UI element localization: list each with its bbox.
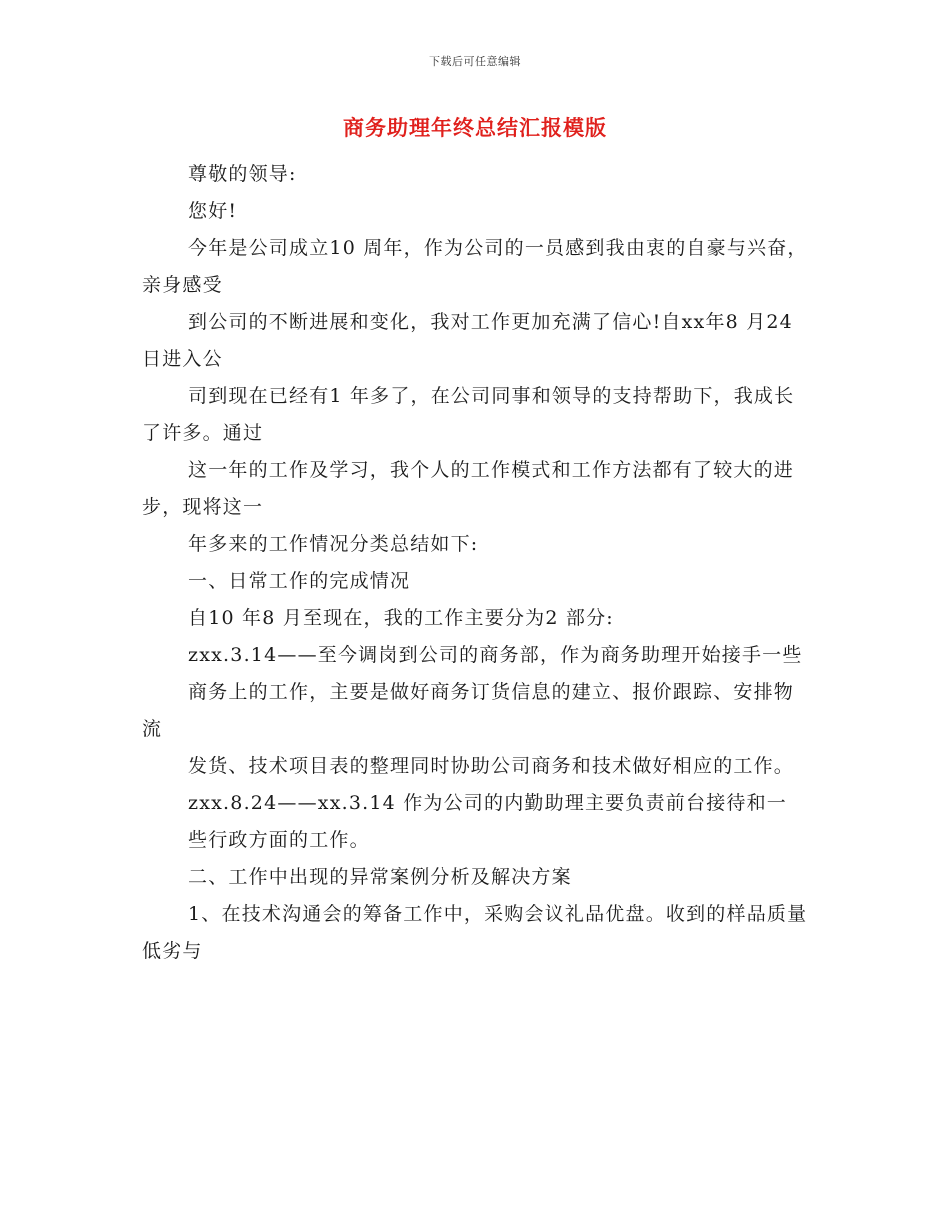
- paragraph: 1、在技术沟通会的筹备工作中，采购会议礼品优盘。收到的样品质量低劣与: [142, 903, 808, 962]
- paragraph: 些行政方面的工作。: [188, 829, 370, 851]
- document-title: 商务助理年终总结汇报模版: [343, 115, 607, 140]
- paragraph: zxx.8.24——xx.3.14 作为公司的内勤助理主要负责前台接待和一: [188, 792, 788, 814]
- paragraph: 尊敬的领导:: [188, 163, 297, 185]
- header-note: 下载后可任意编辑: [429, 55, 521, 68]
- paragraph: zxx.3.14——至今调岗到公司的商务部，作为商务助理开始接手一些: [188, 644, 803, 666]
- document-body: [142, 156, 814, 970]
- section-heading: 二、工作中出现的异常案例分析及解决方案: [188, 866, 572, 888]
- paragraph: 年多来的工作情况分类总结如下:: [188, 533, 479, 555]
- paragraph: 您好!: [188, 200, 238, 222]
- section-heading: 一、日常工作的完成情况: [188, 570, 411, 592]
- paragraph: 今年是公司成立10 周年，作为公司的一员感到我由衷的自豪与兴奋，亲身感受: [142, 237, 808, 296]
- paragraph: 商务上的工作，主要是做好商务订货信息的建立、报价跟踪、安排物流: [142, 681, 795, 740]
- paragraph: 发货、技术项目表的整理同时协助公司商务和技术做好相应的工作。: [188, 755, 795, 777]
- paragraph: 这一年的工作及学习，我个人的工作模式和工作方法都有了较大的进步，现将这一: [142, 459, 795, 518]
- paragraph: 到公司的不断进展和变化，我对工作更加充满了信心!自xx年8 月24 日进入公: [142, 311, 793, 370]
- paragraph: 自10 年8 月至现在，我的工作主要分为2 部分:: [188, 607, 614, 629]
- paragraph: 司到现在已经有1 年多了，在公司同事和领导的支持帮助下，我成长了许多。通过: [142, 385, 795, 444]
